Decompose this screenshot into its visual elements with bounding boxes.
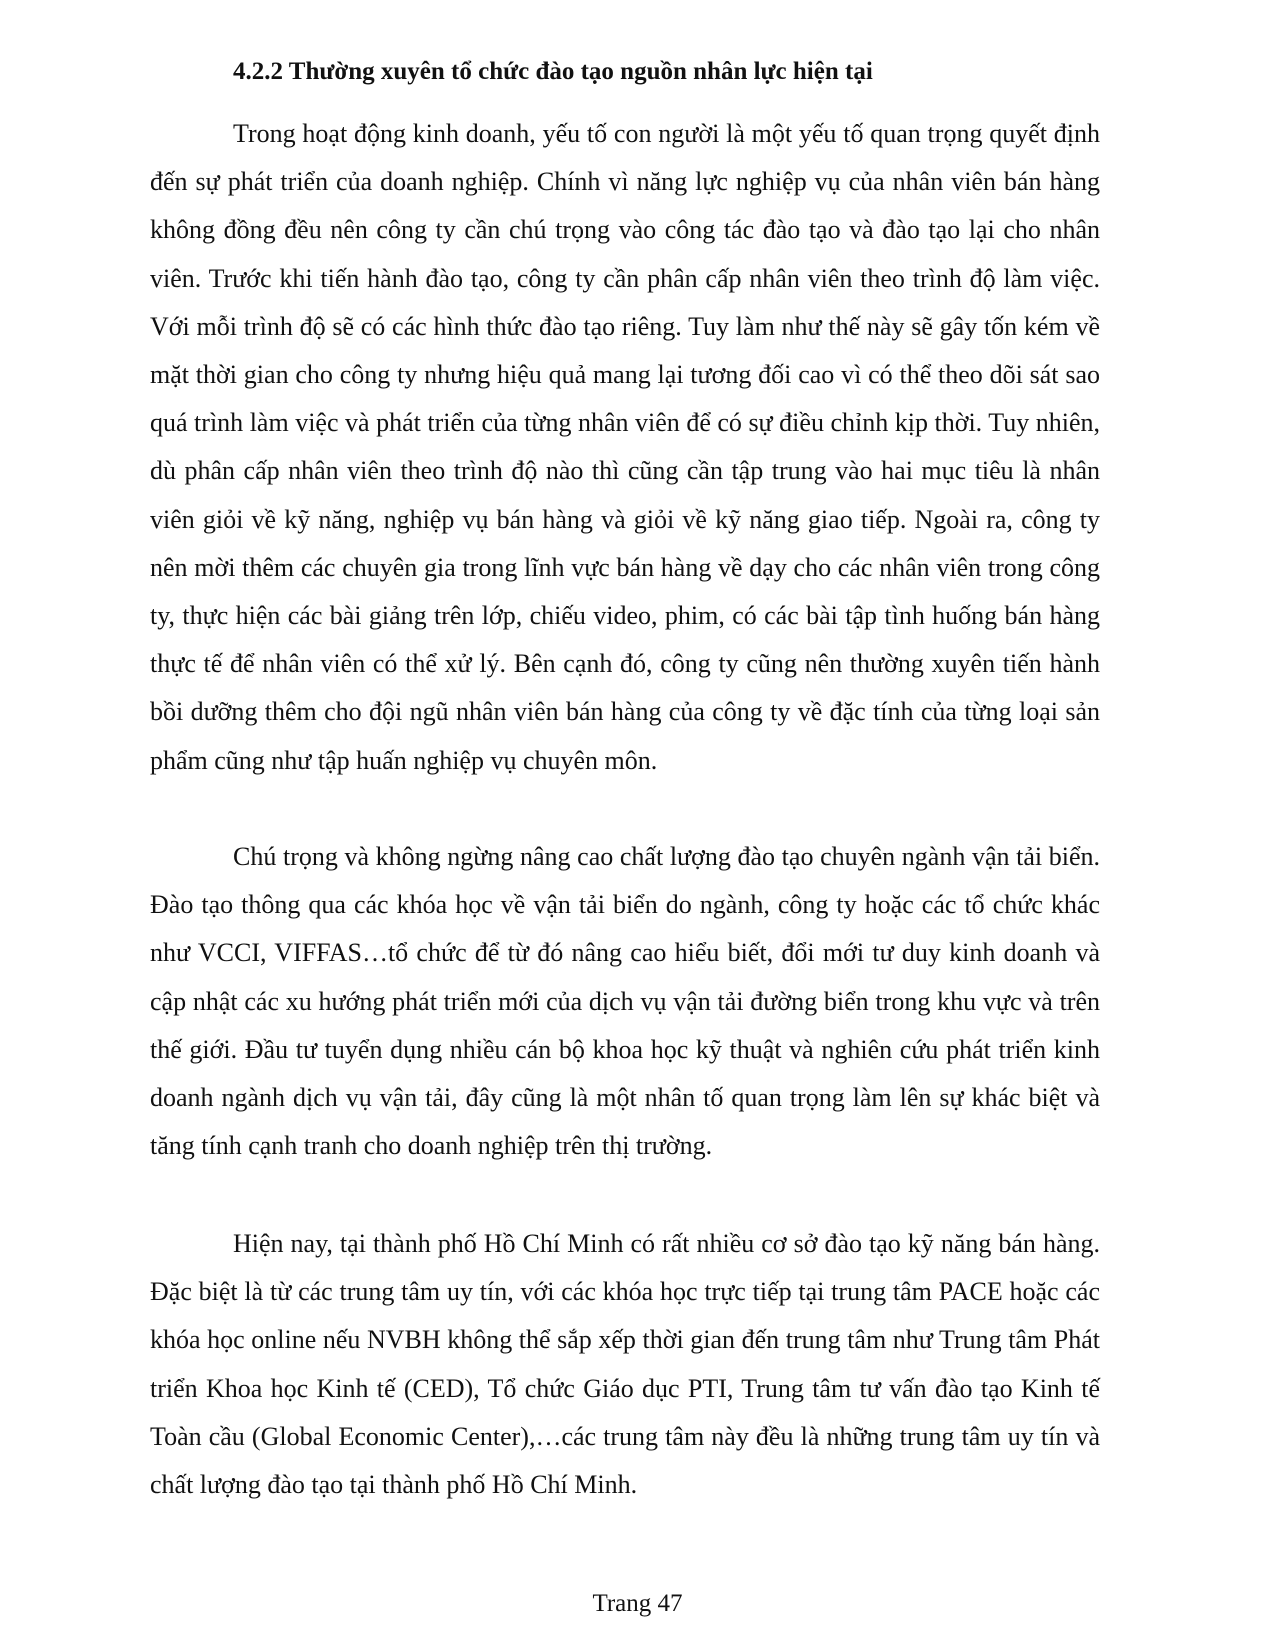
section-heading: 4.2.2 Thường xuyên tổ chức đào tạo nguồn nhân lực hiện tại xyxy=(233,58,873,85)
paragraph-training-staff: Trong hoạt động kinh doanh, yếu tố con người là một yếu tố quan trọng quyết định đến sự phát triển của doanh nghiệp. Chính vì năng lực nghiệp vụ của nhân viên bán hàng không đồng đều nên công ty cần chú trọng vào công tác đào tạo và đào tạo lại cho nhân viên. Trước khi tiến hành đào tạo, công ty cần phân cấp nhân viên theo trình độ làm việc. Với mỗi trình độ sẽ có các hình thức đào tạo riêng. Tuy làm như thế này sẽ gây tốn kém về mặt thời gian cho công ty nhưng hiệu quả mang lại tương đối cao vì có thể theo dõi sát sao quá trình làm việc và phát triển của từng nhân viên để có sự điều chỉnh kịp thời. Tuy nhiên, dù phân cấp nhân viên theo trình độ nào thì cũng cần tập trung vào hai mục tiêu là nhân viên giỏi về kỹ năng, nghiệp vụ bán hàng và giỏi về kỹ năng giao tiếp. Ngoài ra, công ty nên mời thêm các chuyên gia trong lĩnh vực bán hàng về dạy cho các nhân viên trong công ty, thực hiện các bài giảng trên lớp, chiếu video, phim, có các bài tập tình huống bán hàng thực tế để nhân viên có thể xử lý. Bên cạnh đó, công ty cũng nên thường xuyên tiến hành bồi dưỡng thêm cho đội ngũ nhân viên bán hàng của công ty về đặc tính của từng loại sản phẩm cũng như tập huấn nghiệp vụ chuyên môn. xyxy=(150,119,1100,775)
paragraph-maritime-training: Chú trọng và không ngừng nâng cao chất lượng đào tạo chuyên ngành vận tải biển. Đào tạo thông qua các khóa học về vận tải biển do ngành, công ty hoặc các tổ chức khác như VCCI, VIFFAS…tổ chức để từ đó nâng cao hiểu biết, đổi mới tư duy kinh doanh và cập nhật các xu hướng phát triển mới của dịch vụ vận tải đường biển trong khu vực và trên thế giới. Đầu tư tuyển dụng nhiều cán bộ khoa học kỹ thuật và nghiên cứu phát triển kinh doanh ngành dịch vụ vận tải, đây cũng là một nhân tố quan trọng làm lên sự khác biệt và tăng tính cạnh tranh cho doanh nghiệp trên thị trường. xyxy=(150,842,1100,1161)
paragraph-training-centers: Hiện nay, tại thành phố Hồ Chí Minh có rất nhiều cơ sở đào tạo kỹ năng bán hàng. Đặc biệt là từ các trung tâm uy tín, với các khóa học trực tiếp tại trung tâm PACE hoặc các khóa học online nếu NVBH không thể sắp xếp thời gian đến trung tâm như Trung tâm Phát triển Khoa học Kinh tế (CED), Tổ chức Giáo dục PTI, Trung tâm tư vấn đào tạo Kinh tế Toàn cầu (Global Economic Center),…các trung tâm này đều là những trung tâm uy tín và chất lượng đào tạo tại thành phố Hồ Chí Minh. xyxy=(150,1229,1100,1500)
page-number: Trang 47 xyxy=(592,1590,683,1617)
